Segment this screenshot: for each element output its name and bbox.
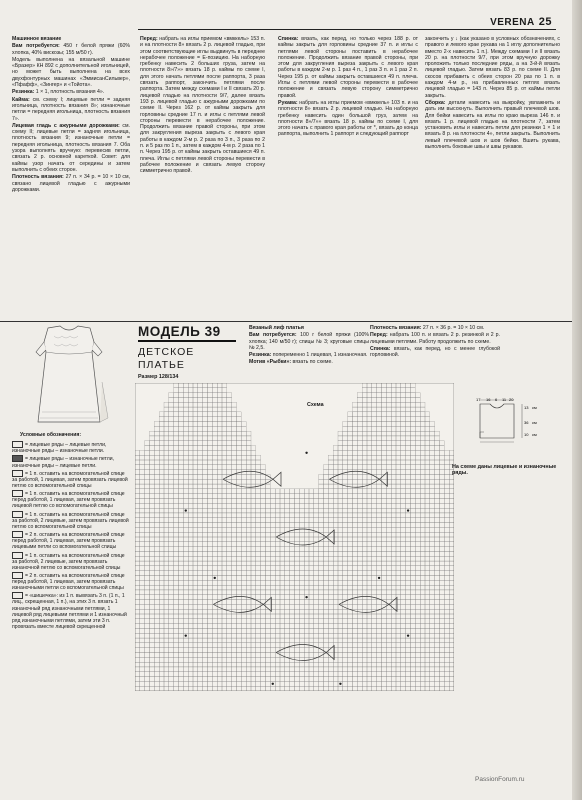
bobble-mark bbox=[185, 509, 187, 511]
legend-symbol-icon bbox=[12, 470, 23, 477]
dim-unit-3: см bbox=[532, 432, 537, 437]
paragraph-heading: Перед: bbox=[140, 36, 158, 42]
legend-text: = 1 п. оставить на вспомогательной спице перед работой, 1 лицевая, затем провязать лицевой петлю со вспомогательной спицы bbox=[12, 491, 125, 510]
dim-right-2: 36 bbox=[524, 420, 529, 425]
legend-text: = 1 п. оставить на вспомогательной спице за работой, 2 лицевые, затем провязать лицевой петлю со вспомогательной спицы bbox=[12, 511, 129, 530]
legend-symbol-icon bbox=[12, 552, 23, 559]
text-column-2 bbox=[140, 36, 265, 176]
column3-paragraph bbox=[278, 100, 418, 138]
magazine-name: VERENA bbox=[490, 17, 535, 28]
text-column-4 bbox=[425, 36, 560, 151]
legend-item bbox=[12, 572, 130, 591]
paragraph-heading: Плотность вязания: bbox=[12, 174, 64, 181]
dim-unit-2: см bbox=[532, 420, 537, 425]
dress-illustration bbox=[10, 322, 128, 427]
paragraph-text: закончить у ↓ (как указано в условных обозначениях, с правого и левого крае рукава на 1 иглу дополнительно вместо 2-х навесить 1 п.). Между схемами I и II вязать 20 р. на плотности 9/7, при этом вручную дорожку проложить только последние ряды, а на 3-й-й вязать лицевой гладью. Затем вязать 83 р. по схеме II. Для скосов прибавить с обеих сторон 20 раз по 1 п. в каждом 4-м р., на прибавленных петлях вязать лицевой гладью = 143 п. Через 85 р. от каймы петли закрыть. bbox=[425, 36, 560, 99]
model-subtitle: ДЕТСКОЕ ПЛАТЬЕ bbox=[138, 346, 195, 371]
legend-item bbox=[12, 531, 130, 550]
schematic-note: На схеме даны лицевые и изнаночные ряды. bbox=[452, 464, 557, 477]
legend-symbol-icon bbox=[12, 455, 23, 462]
text-column-4b bbox=[370, 325, 500, 359]
dim-top-5: 20 bbox=[509, 398, 514, 402]
paragraph-heading: Перед: bbox=[370, 332, 388, 339]
knitting-chart bbox=[135, 383, 454, 691]
legend-item bbox=[12, 490, 130, 509]
column1-paragraph bbox=[12, 97, 130, 122]
bobble-mark bbox=[305, 596, 307, 598]
bobble-mark bbox=[378, 577, 380, 579]
dim-top-1: 17 bbox=[476, 398, 481, 402]
model-rule bbox=[138, 340, 236, 342]
column1-paragraph bbox=[12, 57, 130, 88]
paragraph-heading: Сборка: bbox=[425, 99, 446, 106]
header-rule bbox=[138, 29, 556, 30]
paragraph-heading: Резинка: bbox=[249, 352, 272, 359]
legend-item bbox=[12, 470, 130, 489]
chart-label: Схема bbox=[307, 402, 324, 408]
bobble-mark bbox=[407, 634, 409, 636]
column1-paragraph bbox=[12, 43, 130, 56]
legend-item bbox=[12, 455, 130, 468]
column2-paragraph bbox=[140, 36, 265, 175]
legend-text: = 1 п. оставить на вспомогательной спице за работой, 2 лицевые, затем провязать изнаночной петлю со вспомогательной спицы bbox=[12, 552, 125, 571]
text-column-1 bbox=[12, 36, 130, 194]
paragraph-text: детали навесить на выкройку, увлажнить и дать им высохнуть. Выполнить правый плечевой шов. Для бейки навесить на иглы по краю выреза 146 п. и вязать 1 р. лицевой гладью на плотности 7, затем установить иглы и навесить петли для резинки 1 × 1 и вязать 8 р. на плотности 4», петли закрыть. Выполнить левый плечевой шов и шов бейки. Вшить рукава, выполнить боковые швы и швы рукавов. bbox=[425, 99, 560, 151]
bobble-mark bbox=[272, 683, 274, 685]
paragraph-text: 27 п. × 36 р. = 10 × 10 см. bbox=[421, 325, 485, 331]
paragraph-text: см. схему I; лицевые петли = задняя игольница, плотность вязания 8»; изнаночные петли = передняя игольница, плотность вязания 7». bbox=[12, 96, 130, 122]
column3b-paragraph bbox=[249, 332, 369, 351]
paragraph-heading: Спинка: bbox=[370, 345, 391, 352]
legend-items bbox=[12, 441, 130, 630]
paragraph-text: набрать на иглы приемом «вмккель» 103 п. и на плотности 8» вязать 2 р. лицевой гладью. На наборную гребенку навесить один большой груз, затем на плотности 8»/7»» вязать 18 р. каймы по схеме I, для этого начать с правого края работы от *, вязать до конца раппорта, выполнить 1 раппорт и следующий раппорт bbox=[278, 99, 418, 138]
column3-paragraph bbox=[278, 36, 418, 99]
legend-symbol-icon bbox=[12, 531, 23, 538]
page-header bbox=[0, 0, 572, 30]
column1-paragraph bbox=[12, 123, 130, 173]
bobble-mark bbox=[185, 634, 187, 636]
dim-top-4: 11 bbox=[502, 398, 507, 402]
paragraph-heading: Вам потребуется: bbox=[12, 43, 60, 50]
bobble-mark bbox=[339, 683, 341, 685]
paragraph-text: попеременно 1 лицевая, 1 изнаночная. bbox=[271, 352, 368, 359]
paragraph-heading: Вам потребуется: bbox=[249, 332, 297, 339]
dim-top-3: 6 bbox=[495, 398, 498, 402]
bobble-mark bbox=[305, 452, 307, 454]
dim-top-2: 16 bbox=[486, 398, 491, 402]
paragraph-heading: Лицевая гладь с ажурными дорожками: bbox=[12, 122, 120, 129]
paragraph-heading: Вязаный лиф платья bbox=[249, 325, 304, 331]
column4-paragraph bbox=[425, 100, 560, 150]
paragraph-text: вязать по схеме. bbox=[291, 359, 333, 366]
legend-item bbox=[12, 552, 130, 571]
legend-item bbox=[12, 511, 130, 530]
paragraph-text: Модель выполнена на вязальной машине «Бразер» КН 892 с дополнительной игольницей, но может быть выполнена на всех двухфонтурных машинах «ЭммисанСильвер», «Пфафф», «Зингер» и «Тойота». bbox=[12, 56, 130, 89]
column1-paragraph bbox=[12, 174, 130, 193]
column3b-paragraph bbox=[249, 352, 369, 358]
paragraph-text: см. схему II; лицевые петли = задняя игольница, плотность вязания 9; изнаночные петли = передняя игольница, плотность вязания 7. Оба узора выполнять вручную: перевесив петли, связать 2 р. основной кареткой. Совет: для каймы узор начать от середины и затем выполнить с обеих сторон. bbox=[12, 122, 131, 173]
paragraph-heading: Спинка: bbox=[278, 36, 299, 42]
column1-paragraph bbox=[12, 89, 130, 95]
legend-text: = лицевые ряды – изнаночные петли, изнаночные ряды – лицевые петли. bbox=[12, 456, 114, 469]
paragraph-heading: Кайма: bbox=[12, 96, 30, 103]
paragraph-heading: Мотив «Рыбки»: bbox=[249, 359, 292, 366]
text-column-3 bbox=[278, 36, 418, 139]
paragraph-text: набрать на иглы приемом «вмккель» 153 п. и на плотности 8» вязать 2 р. лицевой гладью, при этом соответствующие иглы выдвинуть в переднее нерабочее положение = Е-позицию. На наборную гребенку навесить 2 больших груза, затем на плотности 8»/7»» вязать 18 р. каймы по схеме I, для этого начать петлями после раппорта, 3 раза связать раппорт, закончить петлями после раппорта. Затем между схемами I и II связать 20 р. лицевой гладью на плотности 9/7, далее вязать 193 р. лицевой гладью с ажурными дорожками по схеме II. Через 162 р. от каймы закрыть для горловины средние 17 п. и иглы с петлями левой стороны перевести в нерабочее положение. Продолжить вязание правой стороны, при этом для закругления выреза закрыть с левого края работы в каждом 2-м р. 2 раза по 3 п., 3 раза по 2 п. и 5 раз по 1 п., затем в каждом 4-м р. 2 раза по 1 п. Через 195 р. от каймы закрыть оставшиеся 49 п. плеча. Иглы с петлями левой стороны перевести в рабочее положение и связать левую сторону симметрично правой. bbox=[140, 36, 265, 175]
legend-item bbox=[12, 441, 130, 454]
paragraph-text: 27 п. × 34 р. = 10 × 10 см, связано лицевой гладью с ажурными дорожками. bbox=[12, 174, 130, 193]
model-title: МОДЕЛЬ 39 bbox=[138, 324, 221, 339]
dim-unit-1: см bbox=[532, 405, 537, 410]
paragraph-heading: Рукава: bbox=[278, 99, 298, 106]
column4b-paragraph bbox=[370, 332, 500, 345]
paragraph-text: набрать 100 п. и вязать 2 р. резинкой и 2 р. лицевыми петлями. Работу продолжить по схеме. bbox=[370, 332, 500, 345]
bobble-mark bbox=[214, 577, 216, 579]
model-heading bbox=[138, 324, 234, 382]
model-size: Размер 128/134 bbox=[138, 374, 179, 380]
legend-symbol-icon bbox=[12, 572, 23, 579]
garment-schematic bbox=[462, 398, 562, 446]
legend-symbol-icon bbox=[12, 592, 23, 599]
watermark: PassionForum.ru bbox=[475, 776, 525, 783]
paragraph-text: 1 × 1, плотность вязания 4». bbox=[34, 89, 105, 96]
text-column-3b bbox=[249, 325, 369, 367]
legend-title: Условные обозначения: bbox=[20, 432, 82, 438]
paragraph-heading: Резинка: bbox=[12, 89, 35, 96]
paragraph-text: вязать, как перед, но с менее глубокой горловиной. bbox=[370, 345, 500, 359]
column4b-paragraph bbox=[370, 346, 500, 359]
column3b-paragraph bbox=[249, 325, 369, 331]
paragraph-text: 100 г белой пряжи (100% хлопка; 140 м/50 г); спицы № 3; круговые спицы № 2,5. bbox=[249, 332, 369, 351]
dim-right-1: 13 bbox=[524, 405, 529, 410]
legend-symbol-icon bbox=[12, 441, 23, 448]
legend-text: = «шишечка»: из 1 п. вывязать 3 п. (1 п., 1 лиц., скрещенная, 1 п.), на этих 3 п. вязать 1 изнаночный ряд изнаночными петлями, 1 лицевой ряд лицевыми петлями и 1 изнаночный ряд изнаночными петлями, затем эти 3 п. провязать вместе лицевой скрещенной bbox=[12, 593, 127, 631]
page-number: 25 bbox=[538, 16, 552, 28]
magazine-title bbox=[490, 16, 552, 28]
dim-right-3: 10 bbox=[524, 432, 529, 437]
column1-paragraph bbox=[12, 36, 130, 42]
column4-paragraph bbox=[425, 36, 560, 99]
legend-text: = 2 п. оставить на вспомогательной спице перед работой, 1 лицевая, затем провязать изнаночными петли со вспомогательной спицы bbox=[12, 572, 125, 592]
column4b-paragraph bbox=[370, 325, 500, 331]
legend-symbol-icon bbox=[12, 511, 23, 518]
legend bbox=[12, 430, 130, 631]
paragraph-heading: Плотность вязания: bbox=[370, 325, 422, 331]
paragraph-heading: Машинное вязание bbox=[12, 36, 62, 42]
legend-text: = 2 п. оставить на вспомогательной спице перед работой, 1 лицевая, затем провязать лицевыми петли со вспомогательной спицы bbox=[12, 531, 125, 551]
page-spine bbox=[572, 0, 582, 800]
paragraph-text: 450 г белой пряжи (60% хлопка, 40% вискозы; 155 м/50 г). bbox=[12, 43, 130, 56]
legend-item bbox=[12, 592, 130, 630]
paragraph-text: вязать, как перед, но только через 188 р. от каймы закрыть для горловины средние 37 п. и иглы с петлями левой стороны поставить в нерабочее положение. Продолжить вязание правой стороны, при этом для закругления выреза закрыть с левого края работы в каждом 2-м р. 1 раз 4 п., 1 раз 3 п. и 1 раз 2 п. Через 195 р. от каймы закрыть оставшиеся 49 п. плеча. Иглы с петлями левой стороны перевести в рабочее положение и связать левую сторону симметрично правой. bbox=[278, 36, 418, 99]
bobble-mark bbox=[407, 509, 409, 511]
legend-text: = лицевые ряды – лицевые петли, изнаночные ряды – изнаночные петли. bbox=[12, 442, 107, 455]
legend-text: = 1 п. оставить на вспомогательной спице за работой, 1 лицевая, затем провязать лицевой петлю со вспомогательной спицы bbox=[12, 470, 128, 489]
column3b-paragraph bbox=[249, 359, 369, 365]
